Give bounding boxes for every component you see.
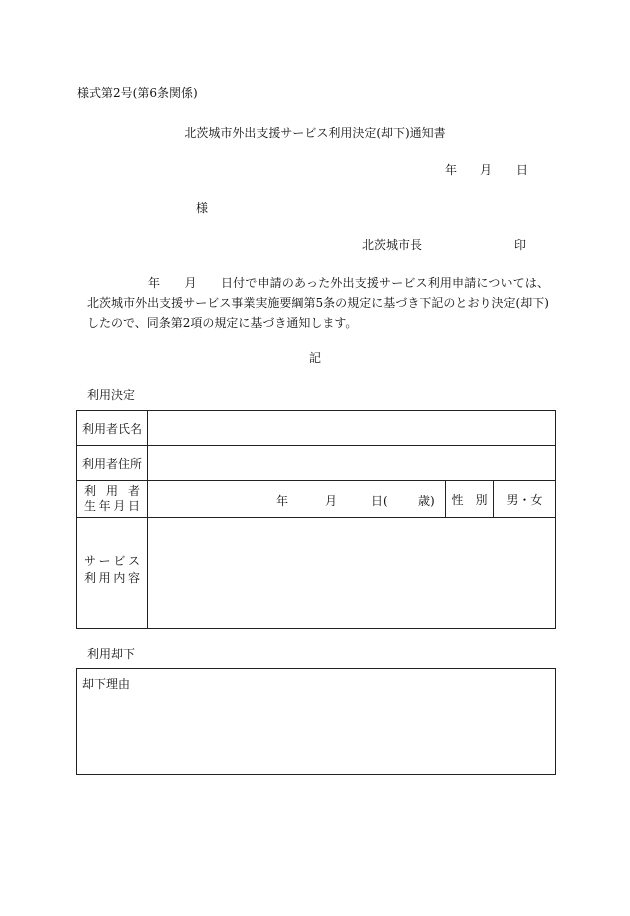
rejection-reason-label: 却下理由 xyxy=(82,677,131,691)
birth-label-line1 xyxy=(77,484,147,499)
birth-label-char: 年 xyxy=(98,499,111,513)
addressee-suffix: 様 xyxy=(196,201,209,215)
document-title: 北茨城市外出支援サービス利用決定(却下)通知書 xyxy=(184,126,446,140)
birth-label-char: 生 xyxy=(84,499,97,513)
sex-choice[interactable]: 男・女 xyxy=(493,481,555,518)
service-label-line2 xyxy=(77,570,147,587)
user-name-label: 利用者氏名 xyxy=(77,411,148,446)
notice-body xyxy=(87,273,549,333)
service-label-char: 容 xyxy=(127,571,140,585)
date-year-label: 年 xyxy=(445,163,458,177)
birth-label-line2 xyxy=(77,499,147,514)
issue-date xyxy=(445,161,528,178)
table-row-service xyxy=(77,518,556,629)
table-row-name xyxy=(77,411,556,446)
birth-label-char: 用 xyxy=(105,484,118,498)
service-label-char: ー xyxy=(98,554,111,568)
service-label-char: ス xyxy=(127,554,140,568)
service-label-char: 内 xyxy=(113,571,126,585)
service-label-char: サ xyxy=(84,554,97,568)
birth-year-label: 年 xyxy=(276,494,289,508)
decision-section-heading: 利用決定 xyxy=(87,388,136,402)
rejection-reason-box[interactable] xyxy=(76,668,556,775)
service-label-char: ビ xyxy=(113,554,126,568)
birth-label-char: 利 xyxy=(84,484,97,498)
service-content-field[interactable] xyxy=(148,518,556,629)
service-label-line1 xyxy=(77,553,147,570)
seal-mark: 印 xyxy=(514,238,527,252)
birth-month-label: 月 xyxy=(325,494,338,508)
service-label-char: 用 xyxy=(98,571,111,585)
table-row-address xyxy=(77,446,556,481)
notice-body-text: 年 月 日付で申請のあった外出支援サービス利用申請については、北茨城市外出支援サービス事業実施要綱第5条の規定に基づき下記のとおり決定(却下)したので、同条第2項の規定に基づき通知します。 xyxy=(87,276,549,330)
form-number: 様式第2号(第6条関係) xyxy=(77,86,198,100)
user-address-field[interactable] xyxy=(148,446,556,481)
birth-day-label: 日( xyxy=(371,494,388,508)
sex-label: 性 別 xyxy=(445,481,493,518)
user-name-field[interactable] xyxy=(148,411,556,446)
birth-date-field[interactable] xyxy=(148,481,446,518)
service-label-char: 利 xyxy=(84,571,97,585)
birth-label xyxy=(77,481,148,518)
rejection-section-heading: 利用却下 xyxy=(87,647,136,661)
issuer-name: 北茨城市長 xyxy=(362,238,423,252)
user-address-label: 利用者住所 xyxy=(77,446,148,481)
date-day-label: 日 xyxy=(516,163,529,177)
birth-label-char: 者 xyxy=(127,484,140,498)
ki-heading: 記 xyxy=(308,351,321,365)
date-month-label: 月 xyxy=(480,163,493,177)
birth-age-label: 歳) xyxy=(418,494,435,508)
decision-table xyxy=(76,410,556,629)
service-label xyxy=(77,518,148,629)
table-row-birth xyxy=(77,481,556,518)
birth-label-char: 日 xyxy=(127,499,140,513)
birth-label-char: 月 xyxy=(113,499,126,513)
